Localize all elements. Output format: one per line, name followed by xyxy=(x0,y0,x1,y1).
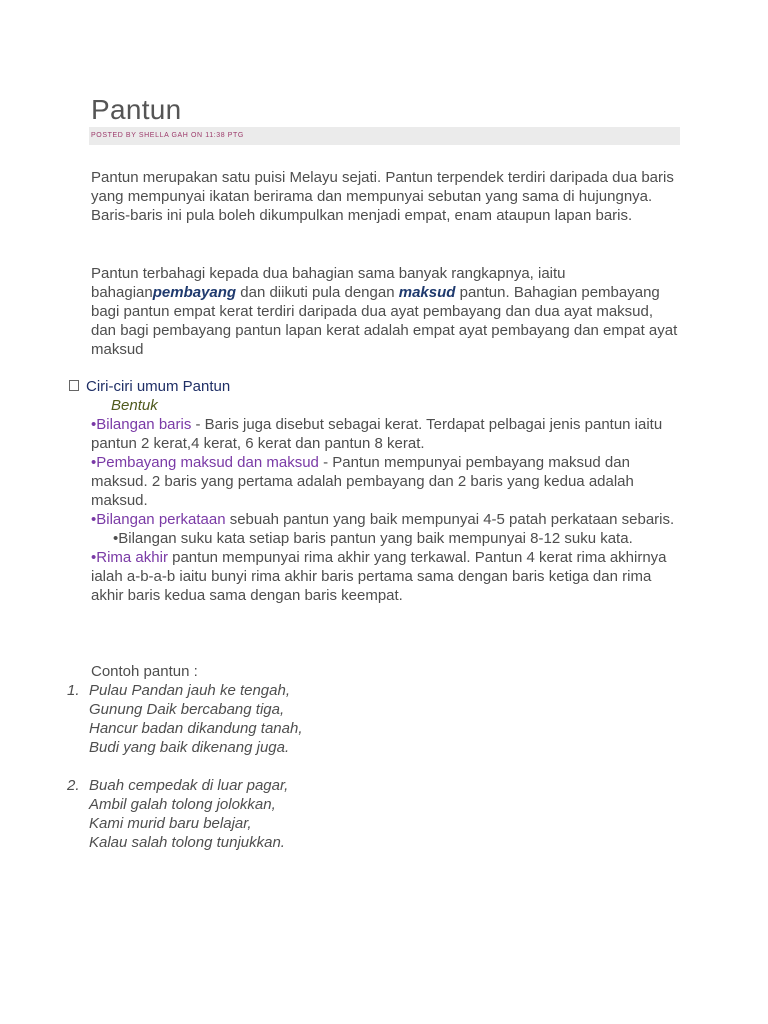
poem-line-row xyxy=(67,795,627,814)
bullet-icon: • xyxy=(91,454,97,471)
bullet-icon: • xyxy=(91,416,97,433)
examples-heading: Contoh pantun : xyxy=(91,663,198,680)
list-item-label: Bilangan perkataan xyxy=(96,511,226,528)
poem-example xyxy=(67,776,627,852)
poem-number: 1. xyxy=(67,682,80,699)
list-item xyxy=(91,415,681,453)
section-subtitle: Bentuk xyxy=(111,397,158,414)
sub-list-item: •Bilangan suku kata setiap baris pantun yang baik mempunyai 8-12 suku kata. xyxy=(113,530,633,547)
posted-by-text: POSTED BY SHELLA GAH ON 11:38 PTG xyxy=(91,132,244,139)
poem-line: Kami murid baru belajar, xyxy=(89,815,252,832)
poem-number: 2. xyxy=(67,777,80,794)
list-item-text: - Pantun mempunyai pembayang maksud dan maksud. 2 baris yang pertama adalah pembayang dan 2 baris yang kedua adalah maksud. xyxy=(91,454,634,509)
list-item xyxy=(91,510,681,529)
poem-line-row xyxy=(67,738,627,757)
list-item-text: pantun mempunyai rima akhir yang terkawal. Pantun 4 kerat rima akhirnya ialah a-b-a-b iaitu bunyi rima akhir baris pertama sama dengan baris ketiga dan rima akhir baris kedua sama dengan baris keempat. xyxy=(91,549,667,604)
maksud-term: maksud xyxy=(398,284,456,301)
poem-line: Pulau Pandan jauh ke tengah, xyxy=(89,682,290,699)
section-title: Ciri-ciri umum Pantun xyxy=(86,378,231,395)
bullet-icon: • xyxy=(91,511,97,528)
poem-line-row xyxy=(67,833,627,852)
list-item-label: Bilangan baris xyxy=(96,416,192,433)
bullet-icon: • xyxy=(91,549,97,566)
poem-line: Ambil galah tolong jolokkan, xyxy=(89,796,276,813)
division-text-c: pantun. Bahagian pembayang bagi pantun empat kerat terdiri daripada dua ayat pembayang dan dua ayat maksud, dan bagi pembayang pantun lapan kerat adalah empat ayat pembayang dan empat ayat maksud xyxy=(91,284,678,358)
pembayang-term: pembayang xyxy=(152,284,237,301)
list-item-text: sebuah pantun yang baik mempunyai 4-5 patah perkataan sebaris. xyxy=(225,511,675,528)
division-text-b: dan diikuti pula dengan xyxy=(236,284,399,301)
checkbox-bullet-icon xyxy=(69,380,79,391)
section-heading xyxy=(69,377,230,396)
poem-line-row xyxy=(67,814,627,833)
list-item-label: Rima akhir xyxy=(96,549,168,566)
division-text-a: Pantun terbahagi kepada dua bahagian sama banyak rangkapnya, iaitu bahagian xyxy=(91,265,566,301)
poem-line: Budi yang baik dikenang juga. xyxy=(89,739,290,756)
list-item xyxy=(91,548,681,605)
page-title: Pantun xyxy=(91,94,182,125)
list-item-label: Pembayang maksud dan maksud xyxy=(96,454,319,471)
poem-line-row xyxy=(67,681,627,700)
division-paragraph xyxy=(91,264,681,359)
poem-line: Hancur badan dikandung tanah, xyxy=(89,720,303,737)
posted-by-bar xyxy=(89,127,680,145)
list-item xyxy=(91,453,681,510)
poem-line-row xyxy=(67,776,627,795)
intro-paragraph: Pantun merupakan satu puisi Melayu sejati. Pantun terpendek terdiri daripada dua baris yang mempunyai ikatan berirama dan mempunyai sebutan yang sama di hujungnya. Baris-baris ini pula boleh dikumpulkan menjadi empat, enam ataupun lapan baris. xyxy=(91,169,674,224)
poem-example xyxy=(67,681,627,757)
poem-line: Buah cempedak di luar pagar, xyxy=(89,777,289,794)
characteristics-list xyxy=(91,415,681,605)
list-item-text: - Baris juga disebut sebagai kerat. Terdapat pelbagai jenis pantun iaitu pantun 2 kerat,4 kerat, 6 kerat dan pantun 8 kerat. xyxy=(91,416,663,452)
poem-line-row xyxy=(67,700,627,719)
poem-line-row xyxy=(67,719,627,738)
poem-line: Kalau salah tolong tunjukkan. xyxy=(89,834,285,851)
poem-line: Gunung Daik bercabang tiga, xyxy=(89,701,285,718)
